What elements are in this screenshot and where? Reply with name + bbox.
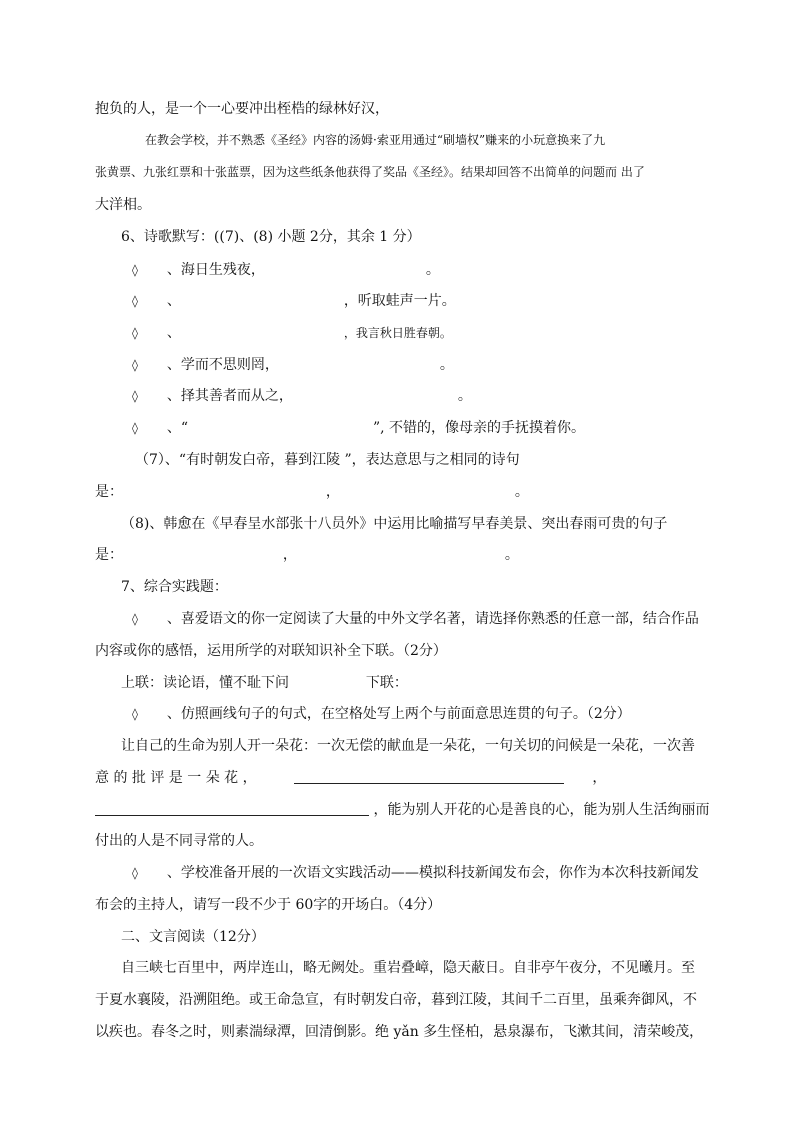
line-text: （8)、韩愈在《早春呈水部张十八员外》中运用比喻描写早春美景、突出春雨可贵的句子 <box>121 516 668 532</box>
practice-item-2 <box>126 707 631 721</box>
practice-item-1 <box>126 612 699 626</box>
poem-item-1 <box>126 263 440 277</box>
line-text: 于夏水襄陵，沿溯阻绝。或王命急宣，有时朝发白帝，暮到江陵，其间千二百里，虽乘奔御风，不 <box>95 992 697 1008</box>
text-line-2 <box>145 134 605 146</box>
question-6-heading <box>121 230 421 244</box>
line-tail: 。 <box>514 484 529 500</box>
poem-item-2 <box>126 294 456 308</box>
classical-text-line-2 <box>95 993 697 1007</box>
imitation-sentence-line-4 <box>95 834 263 848</box>
line-tail: 下联： <box>365 675 408 691</box>
question-8-answer-line <box>95 548 519 562</box>
question-7-heading <box>121 580 228 594</box>
line-text: 7、综合实践题： <box>121 579 228 595</box>
practice-item-1-continued <box>95 644 447 658</box>
line-text: 6、诗歌默写：((7)、(8) 小题 2分，其余 1 分） <box>121 229 421 245</box>
diamond-icon: ◊ <box>132 294 138 308</box>
question-7-poem-prompt <box>135 453 520 467</box>
line-text: 自三峡七百里中，两岸连山，略无阙处。重岩叠嶂，隐天蔽日。自非亭午夜分，不见曦月。至 <box>121 960 695 976</box>
line-mid: ， <box>282 547 297 563</box>
line-text: 、海日生残夜， <box>166 262 265 278</box>
line-text: 、 <box>166 293 181 309</box>
line-text: 、喜爱语文的你一定阅读了大量的中外文学名著，请选择你熟悉的任意一部，结合作品 <box>166 611 699 627</box>
question-7-answer-line <box>95 485 529 499</box>
diamond-icon: ◊ <box>132 421 138 435</box>
couplet-line <box>121 676 408 690</box>
line-text: 二、文言阅读（12分） <box>121 929 265 945</box>
line-text: 是： <box>95 547 123 563</box>
diamond-icon: ◊ <box>132 389 138 403</box>
line-tail: ， <box>592 770 607 786</box>
line-tail: ，听取蛙声一片。 <box>343 293 456 309</box>
line-text: 布会的主持人，请写一段不少于 60字的开场白。（4分） <box>95 897 442 913</box>
diamond-icon: ◊ <box>132 263 138 277</box>
line-text: （7）、“有时朝发白帝，暮到江陵 ”，表达意思与之相同的诗句 <box>135 452 520 468</box>
line-text: 是： <box>95 484 123 500</box>
line-tail: 。 <box>504 547 519 563</box>
imitation-sentence-line-1 <box>121 739 695 753</box>
diamond-icon: ◊ <box>132 358 138 372</box>
diamond-icon: ◊ <box>132 707 138 721</box>
diamond-icon: ◊ <box>132 612 138 626</box>
diamond-icon: ◊ <box>132 326 138 340</box>
poem-item-6 <box>126 421 585 435</box>
line-text: 、学校准备开展的一次语文实践活动——模拟科技新闻发布会，你作为本次科技新闻发 <box>166 865 699 881</box>
line-text: 以疾也。春冬之时，则素湍绿潭，回清倒影。绝 yǎn 多生怪柏，悬泉瀑布，飞漱其间，清荣峻茂， <box>95 1024 704 1040</box>
line-tail: ”, 不错的，像母亲的手抚摸着你。 <box>372 420 586 436</box>
line-tail: ，我言秋日胜春朝。 <box>343 326 452 340</box>
line-text: 内容或你的感悟，运用所学的对联知识补全下联。（2分） <box>95 643 447 659</box>
line-text: 让自己的生命为别人开一朵花：一次无偿的献血是一朵花，一句关切的问候是一朵花，一次善 <box>121 738 695 754</box>
line-text: 张黄票、九张红票和十张蓝票，因为这些纸条他获得了奖品《圣经》。结果却回答不出简单的问题而 出了 <box>95 165 645 179</box>
line-text: 、 <box>166 325 181 341</box>
line-text: 上联：读论语，懂不耻下问 <box>121 675 289 691</box>
section-2-heading <box>121 930 265 944</box>
line-tail: 。 <box>457 388 472 404</box>
classical-text-line-1 <box>121 961 695 975</box>
practice-item-3-continued <box>95 898 441 912</box>
imitation-sentence-line-2 <box>95 771 695 785</box>
line-text: 在教会学校，并不熟悉《圣经》内容的汤姆·索亚用通过“刷墙权”赚来的小玩意换来了九 <box>145 133 606 147</box>
imitation-sentence-line-3 <box>95 803 709 817</box>
text-line-3 <box>95 166 645 178</box>
line-text: 、择其善者而从之， <box>166 388 293 404</box>
line-text: ，能为别人开花的心是善良的心，能为别人生活绚丽而 <box>373 802 710 818</box>
classical-text-line-3 <box>95 1025 703 1039</box>
diamond-icon: ◊ <box>132 866 138 880</box>
poem-item-4 <box>126 358 454 372</box>
line-text: 抱负的人，是一个一心要冲出桎梏的绿林好汉， <box>95 101 389 117</box>
line-text: 意 的 批 评 是 一 朵 花 ， <box>95 770 257 786</box>
line-text: 、学而不思则罔， <box>166 357 279 373</box>
text-line-4 <box>95 198 151 212</box>
line-text: 付出的人是不同寻常的人。 <box>95 833 263 849</box>
text-line-1 <box>95 102 389 116</box>
poem-item-5 <box>126 389 472 403</box>
line-mid: ， <box>325 484 340 500</box>
question-8-prompt <box>121 517 667 531</box>
answer-blank-2[interactable] <box>95 815 369 816</box>
line-text: 、仿照画线句子的句式，在空格处写上两个与前面意思连贯的句子。（2分） <box>166 706 631 722</box>
line-text: 大洋相。 <box>95 197 151 213</box>
line-tail: 。 <box>425 262 440 278</box>
practice-item-3 <box>126 866 699 880</box>
poem-item-3 <box>126 326 452 340</box>
answer-blank-1[interactable] <box>294 783 564 784</box>
line-text: 、“ <box>166 420 189 436</box>
line-tail: 。 <box>439 357 454 373</box>
